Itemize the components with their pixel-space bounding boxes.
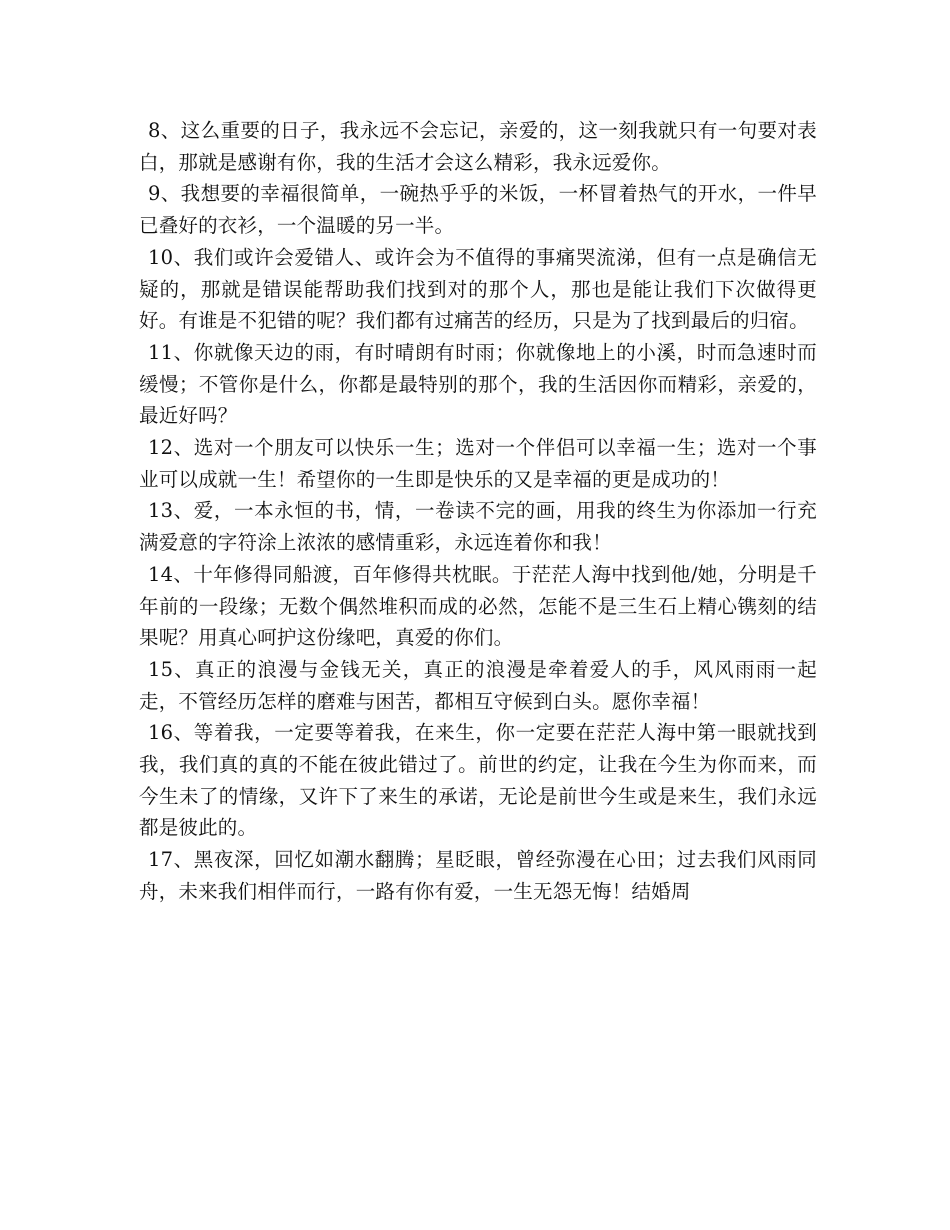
paragraph-16: 16、等着我，一定要等着我，在来生，你一定要在茫茫人海中第一眼就找到我，我们真的真的不能在彼此错过了。前世的约定，让我在今生为你而来，而今生未了的情缘，又许下了来生的承诺，无论是前世今生或是来生，我们永远都是彼此的。 [139,721,817,840]
paragraph-12: 12、选对一个朋友可以快乐一生；选对一个伴侣可以幸福一生；选对一个事业可以成就一生！希望你的一生即是快乐的又是幸福的更是成功的！ [139,436,817,491]
paragraph-14: 14、十年修得同船渡，百年修得共枕眠。于茫茫人海中找到他/她，分明是千年前的一段缘；无数个偶然堆积而成的必然，怎能不是三生石上精心镌刻的结果呢？用真心呵护这份缘吧，真爱的你们。 [139,562,817,650]
paragraph-11: 11、你就像天边的雨，有时晴朗有时雨；你就像地上的小溪，时而急速时而缓慢；不管你是什么，你都是最特别的那个，我的生活因你而精彩，亲爱的，最近好吗？ [139,340,817,428]
paragraph-10: 10、我们或许会爱错人、或许会为不值得的事痛哭流涕，但有一点是确信无疑的，那就是错误能帮助我们找到对的那个人，那也是能让我们下次做得更好。有谁是不犯错的呢？我们都有过痛苦的经历，只是为了找到最后的归宿。 [139,245,817,333]
paragraph-15: 15、真正的浪漫与金钱无关，真正的浪漫是牵着爱人的手，风风雨雨一起走，不管经历怎样的磨难与困苦，都相互守候到白头。愿你幸福！ [139,657,817,713]
paragraph-9: 9、我想要的幸福很简单，一碗热乎乎的米饭，一杯冒着热气的开水，一件早已叠好的衣衫，一个温暖的另一半。 [139,182,817,238]
paragraph-13: 13、爱，一本永恒的书，情，一卷读不完的画，用我的终生为你添加一行充满爱意的字符涂上浓浓的感情重彩，永远连着你和我！ [139,499,817,555]
paragraph-17: 17、黑夜深，回忆如潮水翻腾；星眨眼，曾经弥漫在心田；过去我们风雨同舟，未来我们相伴而行，一路有你有爱，一生无怨无悔！结婚周 [139,848,817,903]
paragraph-8: 8、这么重要的日子，我永远不会忘记，亲爱的，这一刻我就只有一句要对表白，那就是感谢有你，我的生活才会这么精彩，我永远爱你。 [139,119,817,174]
document-body [139,115,817,908]
